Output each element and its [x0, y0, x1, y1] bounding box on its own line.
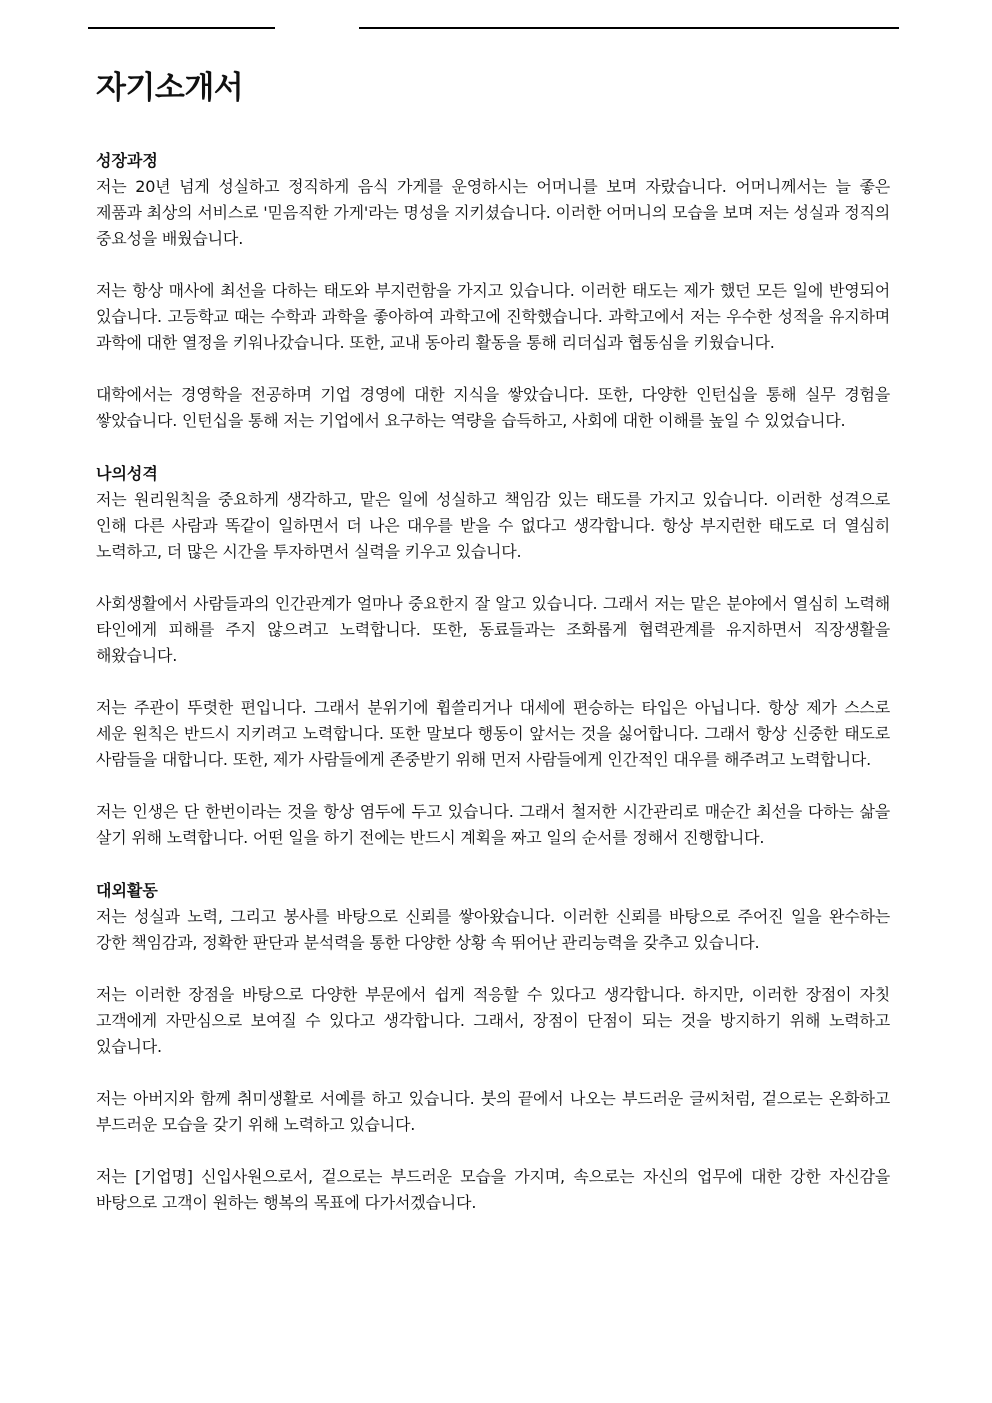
paragraph: 저는 성실과 노력, 그리고 봉사를 바탕으로 신뢰를 쌓아왔습니다. 이러한 신뢰를 바탕으로 주어진 일을 완수하는 강한 책임감과, 정확한 판단과 분석력을 통한 다양한 상황 속 뛰어난 관리능력을 갖추고 있습니다. [96, 907, 890, 952]
paragraph: 저는 주관이 뚜렷한 편입니다. 그래서 분위기에 휩쓸리거나 대세에 편승하는 타입은 아닙니다. 항상 제가 스스로 세운 원칙은 반드시 지키려고 노력합니다. 또한 말보다 행동이 앞서는 것을 싫어합니다. 그래서 항상 신중한 태도로 사람들을 대합니다. 또한, 제가 사람들에게 존중받기 위해 먼저 사람들에게 인간적인 대우를 해주려고 노력합니다. [96, 698, 890, 769]
section-personality [96, 461, 890, 851]
paragraph: 저는 이러한 장점을 바탕으로 다양한 부문에서 쉽게 적응할 수 있다고 생각합니다. 하지만, 이러한 장점이 자칫 고객에게 자만심으로 보여질 수 있다고 생각합니다. 그래서, 장점이 단점이 되는 것을 방지하기 위해 노력하고 있습니다. [96, 985, 890, 1056]
section-heading: 대외활동 [96, 881, 158, 900]
paragraph: 저는 아버지와 함께 취미생활로 서예를 하고 있습니다. 붓의 끝에서 나오는 부드러운 글씨처럼, 겉으로는 온화하고 부드러운 모습을 갖기 위해 노력하고 있습니다. [96, 1089, 890, 1134]
paragraph: 저는 인생은 단 한번이라는 것을 항상 염두에 두고 있습니다. 그래서 철저한 시간관리로 매순간 최선을 다하는 삶을 살기 위해 노력합니다. 어떤 일을 하기 전에는 반드시 계획을 짜고 일의 순서를 정해서 진행합니다. [96, 802, 890, 847]
paragraph: 저는 20년 넘게 성실하고 정직하게 음식 가게를 운영하시는 어머니를 보며 자랐습니다. 어머니께서는 늘 좋은 제품과 최상의 서비스로 '믿음직한 가게'라는 명성을 지키셨습니다. 이러한 어머니의 모습을 보며 저는 성실과 정직의 중요성을 배웠습니다. [96, 177, 890, 248]
paragraph: 대학에서는 경영학을 전공하며 기업 경영에 대한 지식을 쌓았습니다. 또한, 다양한 인턴십을 통해 실무 경험을 쌓았습니다. 인턴십을 통해 저는 기업에서 요구하는 역량을 습득하고, 사회에 대한 이해를 높일 수 있었습니다. [96, 385, 890, 430]
header-rule-right [359, 27, 899, 29]
paragraph: 저는 [기업명] 신입사원으로서, 겉으로는 부드러운 모습을 가지며, 속으로는 자신의 업무에 대한 강한 자신감을 바탕으로 고객이 원하는 행복의 목표에 다가서겠습니다. [96, 1167, 890, 1212]
paragraph: 사회생활에서 사람들과의 인간관계가 얼마나 중요한지 잘 알고 있습니다. 그래서 저는 맡은 분야에서 열심히 노력해 타인에게 피해를 주지 않으려고 노력합니다. 또한, 동료들과는 조화롭게 협력관계를 유지하면서 직장생활을 해왔습니다. [96, 594, 890, 665]
header-rule-left [88, 27, 275, 29]
paragraph: 저는 원리원칙을 중요하게 생각하고, 맡은 일에 성실하고 책임감 있는 태도를 가지고 있습니다. 이러한 성격으로 인해 다른 사람과 똑같이 일하면서 더 나은 대우를 받을 수 없다고 생각합니다. 항상 부지런한 태도로 더 열심히 노력하고, 더 많은 시간을 투자하면서 실력을 키우고 있습니다. [96, 490, 890, 561]
section-activities [96, 878, 890, 1216]
document-title: 자기소개서 [96, 70, 244, 106]
paragraph: 저는 항상 매사에 최선을 다하는 태도와 부지런함을 가지고 있습니다. 이러한 태도는 제가 했던 모든 일에 반영되어 있습니다. 고등학교 때는 수학과 과학을 좋아하여 과학고에 진학했습니다. 과학고에서 저는 우수한 성적을 유지하며 과학에 대한 열정을 키워나갔습니다. 또한, 교내 동아리 활동을 통해 리더십과 협동심을 키웠습니다. [96, 281, 890, 352]
section-heading: 나의성격 [96, 464, 158, 483]
document-body [96, 66, 890, 1216]
section-growth [96, 148, 890, 434]
section-heading: 성장과정 [96, 151, 158, 170]
